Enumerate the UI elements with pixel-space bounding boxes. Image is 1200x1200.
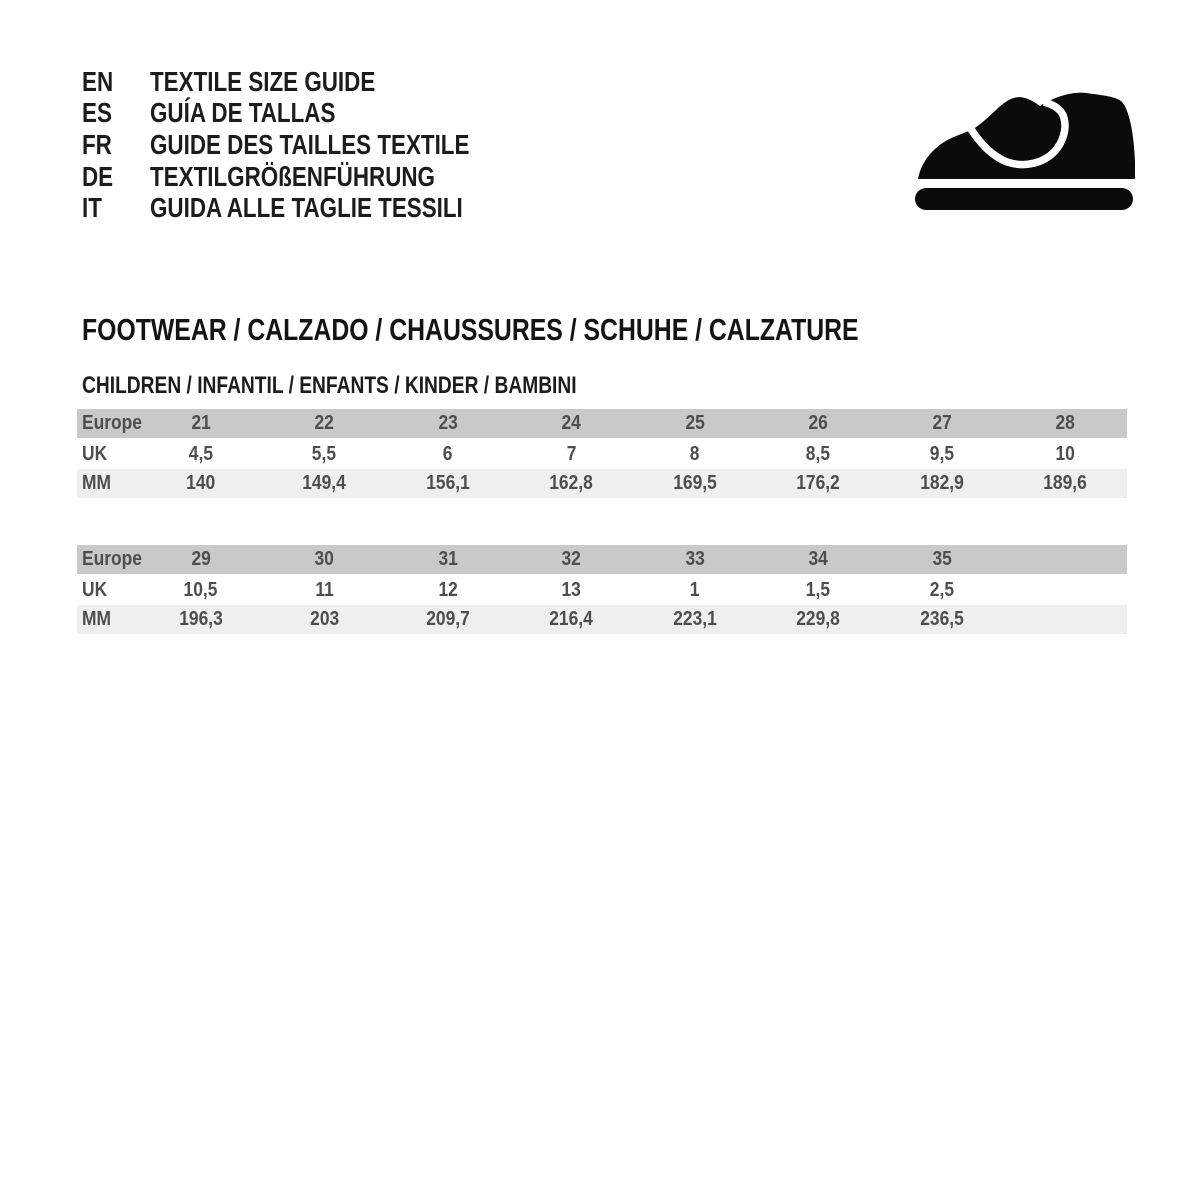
size-cell: 162,8 <box>549 472 594 494</box>
size-cell: 27 <box>932 412 952 434</box>
size-cell: 10,5 <box>183 579 218 601</box>
language-title: GUÍA DE TALLAS <box>150 97 336 129</box>
europe-row <box>77 545 1127 575</box>
size-cell: 7 <box>566 443 577 465</box>
row-label: MM <box>82 608 111 630</box>
size-cell: 2,5 <box>929 579 954 601</box>
size-cell: 23 <box>438 412 458 434</box>
size-cell: 30 <box>314 548 334 570</box>
language-row-fr <box>82 129 549 161</box>
size-cell: 216,4 <box>549 608 594 630</box>
size-cell: 209,7 <box>425 608 470 630</box>
mm-row <box>77 605 1127 634</box>
size-cell: 149,4 <box>302 472 347 494</box>
size-cell: 21 <box>191 412 211 434</box>
language-code: EN <box>82 65 114 97</box>
size-table-children-21-28 <box>77 409 1127 498</box>
size-cell: 26 <box>808 412 828 434</box>
language-code: FR <box>82 128 112 160</box>
section-subtitle-text: CHILDREN / INFANTIL / ENFANTS / KINDER / BAMBINI <box>82 372 577 399</box>
europe-row <box>77 409 1127 439</box>
size-cell: 34 <box>808 548 828 570</box>
uk-row <box>77 575 1127 605</box>
size-cell: 140 <box>186 472 216 494</box>
row-label: Europe <box>82 412 142 434</box>
section-title-text: FOOTWEAR / CALZADO / CHAUSSURES / SCHUHE / CALZATURE <box>82 312 859 347</box>
size-cell: 9,5 <box>929 443 954 465</box>
language-title: GUIDA ALLE TAGLIE TESSILI <box>150 192 463 224</box>
size-cell: 196,3 <box>178 608 223 630</box>
language-code: ES <box>82 97 112 129</box>
language-title: GUIDE DES TAILLES TEXTILE <box>150 128 470 160</box>
size-cell: 156,1 <box>425 472 470 494</box>
language-code: IT <box>82 192 102 224</box>
size-cell: 4,5 <box>188 443 213 465</box>
size-cell: 1 <box>689 579 700 601</box>
size-cell: 203 <box>309 608 339 630</box>
children-shoe-icon <box>914 82 1138 215</box>
size-cell: 24 <box>561 412 581 434</box>
size-cell: 176,2 <box>796 472 841 494</box>
size-table-children-29-35 <box>77 545 1127 634</box>
uk-row <box>77 439 1127 469</box>
size-cell: 29 <box>191 548 211 570</box>
size-cell: 10 <box>1055 443 1075 465</box>
size-cell: 31 <box>438 548 458 570</box>
section-subtitle <box>82 372 700 400</box>
size-cell: 1,5 <box>806 579 831 601</box>
size-cell: 25 <box>685 412 705 434</box>
size-cell: 13 <box>561 579 581 601</box>
size-cell: 35 <box>932 548 952 570</box>
size-cell: 6 <box>442 443 453 465</box>
language-title: TEXTILGRÖßENFÜHRUNG <box>150 160 435 192</box>
size-cell: 8 <box>689 443 700 465</box>
row-label: MM <box>82 472 111 494</box>
size-cell: 28 <box>1055 412 1075 434</box>
size-cell: 182,9 <box>919 472 964 494</box>
size-cell: 189,6 <box>1043 472 1088 494</box>
language-row-de <box>82 161 549 193</box>
language-row-en <box>82 66 549 98</box>
row-label: Europe <box>82 548 142 570</box>
size-cell: 32 <box>561 548 581 570</box>
size-cell: 22 <box>314 412 334 434</box>
size-cell <box>1004 605 1128 634</box>
size-cell: 5,5 <box>312 443 337 465</box>
size-cell <box>1004 575 1128 605</box>
language-title: TEXTILE SIZE GUIDE <box>150 65 376 97</box>
size-cell: 11 <box>315 579 334 601</box>
language-row-it <box>82 192 549 224</box>
size-cell <box>1004 545 1128 575</box>
size-cell: 33 <box>685 548 705 570</box>
size-cell: 223,1 <box>672 608 717 630</box>
row-label: UK <box>82 443 108 465</box>
size-cell: 169,5 <box>672 472 717 494</box>
size-cell: 12 <box>438 579 458 601</box>
mm-row <box>77 469 1127 498</box>
section-title <box>82 312 1053 348</box>
language-row-es <box>82 98 549 130</box>
language-list <box>82 66 549 224</box>
size-cell: 236,5 <box>919 608 964 630</box>
language-code: DE <box>82 160 114 192</box>
size-cell: 8,5 <box>806 443 831 465</box>
size-cell: 229,8 <box>796 608 841 630</box>
row-label: UK <box>82 579 108 601</box>
